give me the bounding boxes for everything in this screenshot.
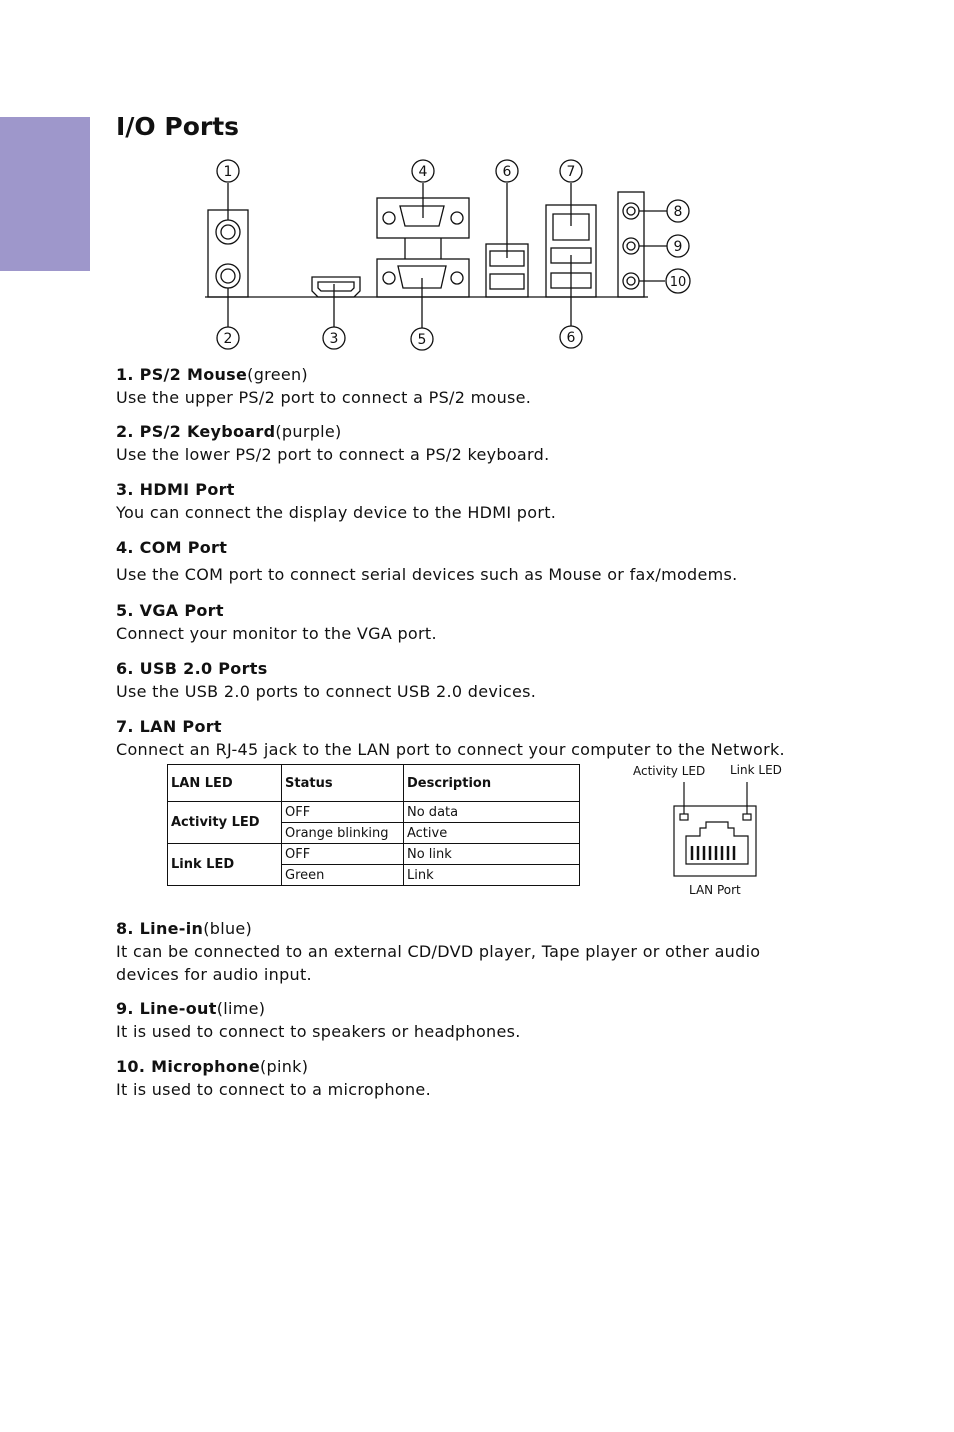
description-cell: Link <box>404 865 580 886</box>
page-title: I/O Ports <box>116 112 240 141</box>
section-text: You can connect the display device to the HDMI port. <box>116 503 557 522</box>
table-row <box>168 844 580 865</box>
section-title: 5. VGA Port <box>116 601 224 620</box>
table-row <box>168 802 580 823</box>
section-vga <box>116 599 816 645</box>
lan-port-figure <box>626 760 796 905</box>
status-cell: Orange blinking <box>282 823 404 844</box>
section-title: 8. Line-in <box>116 919 204 938</box>
section-text: Use the USB 2.0 ports to connect USB 2.0 devices. <box>116 682 537 701</box>
callout-7: 7 <box>566 164 576 180</box>
callout-3: 3 <box>329 331 339 347</box>
section-ps2-keyboard <box>116 420 816 466</box>
section-line-in <box>116 917 796 986</box>
callout-leaders <box>228 183 667 328</box>
section-com <box>116 536 816 586</box>
callout-9: 9 <box>673 239 683 255</box>
section-note: (lime) <box>216 999 266 1018</box>
io-panel-diagram <box>200 156 700 356</box>
header-status: Status <box>282 765 404 802</box>
callout-4: 4 <box>418 164 428 180</box>
callout-6-lower: 6 <box>566 330 576 346</box>
callout-2: 2 <box>223 331 233 347</box>
section-title: 4. COM Port <box>116 538 228 557</box>
section-title: 2. PS/2 Keyboard <box>116 422 276 441</box>
chapter-tab <box>0 117 90 271</box>
section-title: 10. Microphone <box>116 1057 260 1076</box>
section-note: (blue) <box>203 919 253 938</box>
lan-port-label: LAN Port <box>689 883 741 897</box>
activity-led-label: Activity LED <box>633 764 706 778</box>
callout-5: 5 <box>417 332 427 348</box>
description-cell: No data <box>404 802 580 823</box>
section-usb <box>116 657 816 703</box>
rj45-port-icon <box>626 760 796 885</box>
callout-1: 1 <box>223 164 233 180</box>
section-text: Connect an RJ-45 jack to the LAN port to connect your computer to the Network. <box>116 740 785 759</box>
status-cell: OFF <box>282 844 404 865</box>
section-line-out <box>116 997 816 1043</box>
description-cell: No link <box>404 844 580 865</box>
description-cell: Active <box>404 823 580 844</box>
row-label-link-led: Link LED <box>168 844 282 886</box>
ps2-ports-icon <box>208 210 248 297</box>
callout-8: 8 <box>673 204 683 220</box>
section-title: 7. LAN Port <box>116 717 222 736</box>
status-cell: Green <box>282 865 404 886</box>
section-text: Use the COM port to connect serial devices such as Mouse or fax/modems. <box>116 565 738 584</box>
section-title: 3. HDMI Port <box>116 480 235 499</box>
section-text: It can be connected to an external CD/DVD player, Tape player or other audio devices for audio input. <box>116 942 761 984</box>
section-text: Use the upper PS/2 port to connect a PS/2 mouse. <box>116 388 532 407</box>
section-note: (green) <box>247 365 308 384</box>
section-title: 6. USB 2.0 Ports <box>116 659 268 678</box>
hdmi-port-icon <box>312 277 360 297</box>
section-note: (pink) <box>259 1057 309 1076</box>
section-title: 1. PS/2 Mouse <box>116 365 248 384</box>
section-text: It is used to connect to speakers or headphones. <box>116 1022 521 1041</box>
section-text: It is used to connect to a microphone. <box>116 1080 431 1099</box>
callout-10: 10 <box>669 275 687 290</box>
section-text: Use the lower PS/2 port to connect a PS/2 keyboard. <box>116 445 550 464</box>
callout-6: 6 <box>502 164 512 180</box>
lan-led-table <box>167 764 580 886</box>
section-lan <box>116 715 836 761</box>
header-description: Description <box>404 765 580 802</box>
callout-markers <box>217 160 690 350</box>
link-led-label: Link LED <box>730 763 782 777</box>
section-title: 9. Line-out <box>116 999 217 1018</box>
section-microphone <box>116 1055 816 1101</box>
section-hdmi <box>116 478 816 524</box>
section-note: (purple) <box>275 422 342 441</box>
section-text: Connect your monitor to the VGA port. <box>116 624 437 643</box>
section-ps2-mouse <box>116 363 816 409</box>
header-lan-led: LAN LED <box>168 765 282 802</box>
row-label-activity-led: Activity LED <box>168 802 282 844</box>
status-cell: OFF <box>282 802 404 823</box>
